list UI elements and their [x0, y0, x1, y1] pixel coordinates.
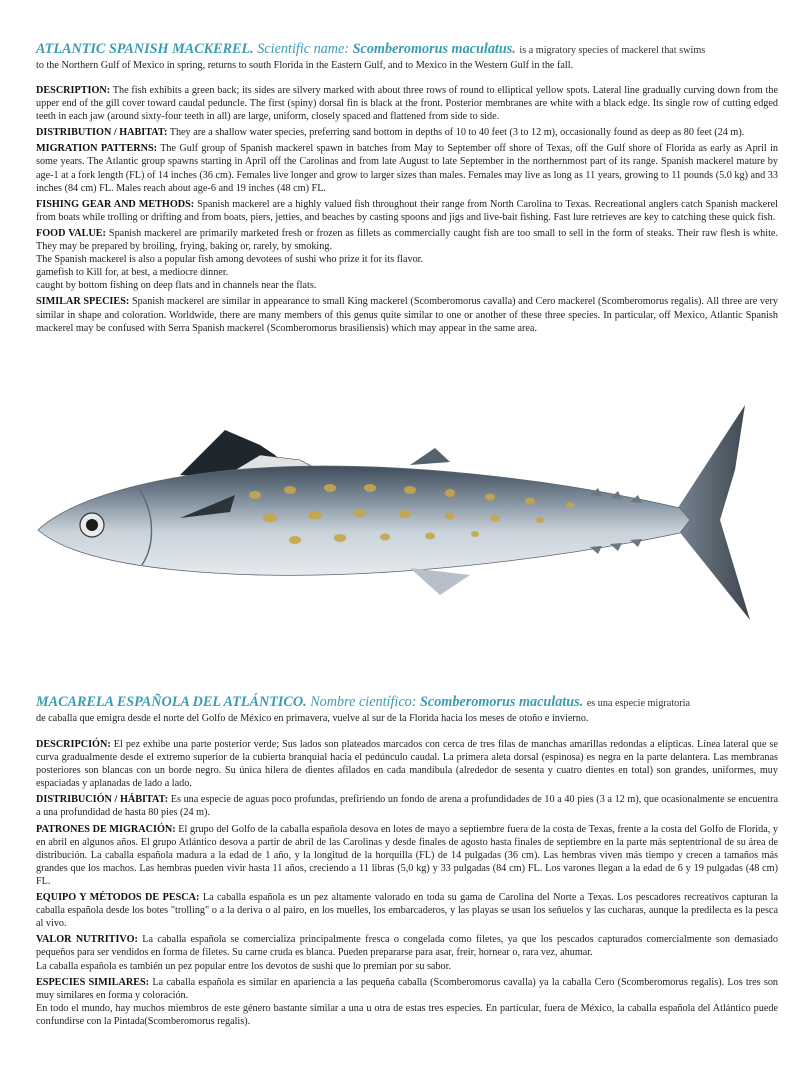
spanish-mackerel-illustration: [30, 400, 775, 630]
spanish-distribution: DISTRIBUCIÓN / HÁBITAT: Es una especie de aguas poco profundas, prefiriendo un fondo de arena a profundidades de 10 a 40 pies (3 a 12 m), que ocasionalmente se encuentra a una profundidad de hasta 80 pies (24 m).: [36, 794, 779, 819]
spanish-food: VALOR NUTRITIVO: La caballa española se comercializa principalmente fresca o congelada como filetes, ya que los pescados capturados comercialmente son demasiado pequeños para ser vendidos en forma de filetes. Su carne cruda es blanca. Pueden prepararse para asar, freír, hornear o, rara vez, ahumar.: [36, 934, 778, 959]
english-similar: SIMILAR SPECIES: Spanish mackerel are similar in appearance to small King mackerel (Scomberomorus cavalla) and Cero mackerel (Scomberomorus regalis). All three are very similar in shape and coloration. Worldwide, there are many members of this genus quite similar to one or another of these three species. In particular, off Mexico, Atlantic Spanish mackerel may be confused with Serra Spanish mackerel (Scomberomorus brasiliensis) which may appear in the same area.: [36, 296, 779, 334]
fish-pupil: [86, 519, 98, 531]
english-food-2: The Spanish mackerel is also a popular fish among devotees of sushi who prize it for its flavor.: [36, 254, 424, 266]
english-migration: MIGRATION PATTERNS: The Gulf group of Spanish mackerel spawn in batches from May to September off shore of Texas, off the Gulf shore of Florida as early as April in some years. The Atlantic group spawns starting in April off the Carolinas and from late August to late September in the northernmost part of its range. Spanish mackerel mature by age-1 at a fork length (FL) of 14 inches (36 cm). Females live longer and grow to larger sizes than males. Females may live as long as 11 years, growing to 11 pounds (5.0 kg) and 33 inches (84 cm) FL. Males reach about age-6 and 19 inches (48 cm) FL.: [36, 143, 778, 194]
spanish-similar-2: En todo el mundo, hay muchos miembros de este género bastante similar a una u otra de estas tres especies. En particular, fuera de México, la caballa española del Atlántico puede confundirse con la Pintada(Scomberomorus regalis).: [36, 1002, 778, 1027]
english-intro-b: to the Northern Gulf of Mexico in spring, returns to south Florida in the Eastern Gulf, and to Mexico in the Western Gulf in the fall.: [36, 60, 574, 71]
english-food-3: gamefish to Kill for, at best, a mediocre dinner.: [36, 267, 229, 279]
spanish-similar: ESPECIES SIMILARES: La caballa española es similar en apariencia a las pequeña caballa (Scomberomorus cavalla) ya la caballa Cero (Scomberomorus regalis). Los tres son muy similares en forma y coloración.: [36, 976, 779, 1001]
anal-fin: [410, 568, 470, 595]
english-fishing: FISHING GEAR AND METHODS: Spanish mackerel are a highly valued fish throughout their range from North Carolina to Texas. Recreational anglers catch Spanish mackerel from boats while trolling or drifting and from boats, piers, jetties, and beaches by casting spoons and jigs and live-bait fishing. Fast lure retrieves are key to catching these quick fish.: [36, 198, 779, 223]
fish-body: [38, 466, 690, 575]
english-sci-name: Scomberomorus maculatus.: [352, 41, 516, 57]
english-section: [36, 41, 778, 335]
english-distribution: DISTRIBUTION / HABITAT: They are a shallow water species, preferring sand bottom in depths of 10 to 40 feet (3 to 12 m), occasionally found as deep as 80 feet (24 m).: [36, 127, 745, 139]
spanish-title: MACARELA ESPAÑOLA DEL ATLÁNTICO.: [36, 694, 307, 710]
english-sci-label: Scientific name:: [257, 41, 350, 57]
english-title: ATLANTIC SPANISH MACKEREL.: [36, 41, 254, 57]
english-food: FOOD VALUE: Spanish mackerel are primarily marketed fresh or frozen as fillets as commercially caught fish are too small to sell in the form of steaks. Their raw flesh is white. They may be prepared by broiling, frying, baking or, rarely, by smoking.: [36, 227, 778, 253]
spanish-heading: [36, 694, 778, 711]
spanish-description: DESCRIPCIÓN: El pez exhibe una parte posterior verde; Sus lados son plateados marcados con cerca de tres filas de manchas amarillas redondas a elípticas. Línea lateral que se curva gradualmente desde el extremo superior de la cubierta branquial hacia el pedúnculo caudal. La primera aleta dorsal (espinosa) es negra en la parte delantera. Las membranas posteriores son blancas con un borde negro. Su única hilera de dientes afilados en cada mandíbula (alrededor de sesenta y cuatro dientes en total) son grandes, uniformes, muy espaciadas y aplanadas de lado a lado.: [36, 739, 778, 790]
english-intro-a: is a migratory species of mackerel that swims: [519, 45, 706, 56]
spanish-intro-a: es una especie migratoria: [586, 698, 690, 709]
english-description: DESCRIPTION: The fish exhibits a green back; its sides are silvery marked with about three rows of round to elliptical yellow spots. Lateral line gradually curving down from the upper end of the gill cover toward caudal peduncle. The first (spiny) dorsal fin is black at the front. Posterior membranes are white with a black edge. Its single row of cutting edged teeth in each jaw (around sixty-four teeth in all) are large, uniform, closely spaced and flattened from side to side.: [36, 85, 778, 123]
spanish-food-2: La caballa española es también un pez popular entre los devotos de sushi que lo premian por su sabor.: [36, 960, 452, 972]
spanish-intro-b: de caballa que emigra desde el norte del Golfo de México en primavera, vuelve al sur de la Florida hacia los meses de otoño e invierno.: [36, 713, 589, 724]
spanish-section: [36, 694, 778, 1028]
spanish-fishing: EQUIPO Y MÉTODOS DE PESCA: La caballa española es un pez altamente valorado en toda su gama de Carolina del Norte a Texas. Los pescadores recreativos capturan la caballa española desde los botes "trolling" o a la deriva o al pairo, en los muelles, los embarcaderos, y las playas se usan los señuelos y las cucharas, aunque la predilecta es la pesca al vivo.: [36, 892, 779, 930]
english-food-4: caught by bottom fishing on deep flats and in channels near the flats.: [36, 280, 317, 292]
spanish-sci-label: Nombre científico:: [310, 694, 417, 710]
english-heading: [36, 41, 778, 58]
spanish-sci-name: Scomberomorus maculatus.: [420, 694, 584, 710]
spanish-migration: PATRONES DE MIGRACIÓN: El grupo del Golfo de la caballa española desova en lotes de mayo a septiembre fuera de la costa de Texas, frente a la costa del Golfo de Florida, y en abril en algunos años. El grupo Atlántico desova a partir de abril de las Carolinas y desde finales de agosto hasta finales de septiembre en la parte más septentrional de su área de distribución. La caballa española madura a la edad de 1 año, y la longitud de la horquilla (FL) de 14 pulgadas (36 cm). Las hembras viven más tiempo y crecen a tamaños más grandes que los machos. Las hembras pueden vivir hasta 11 años, creciendo a 11 libras (5,0 kg) y 33 pulgadas (84 cm) FL. Los varones llegan a la edad de 6 y 19 pulgadas (48 cm) FL.: [36, 823, 779, 887]
second-dorsal-fin: [410, 448, 450, 465]
